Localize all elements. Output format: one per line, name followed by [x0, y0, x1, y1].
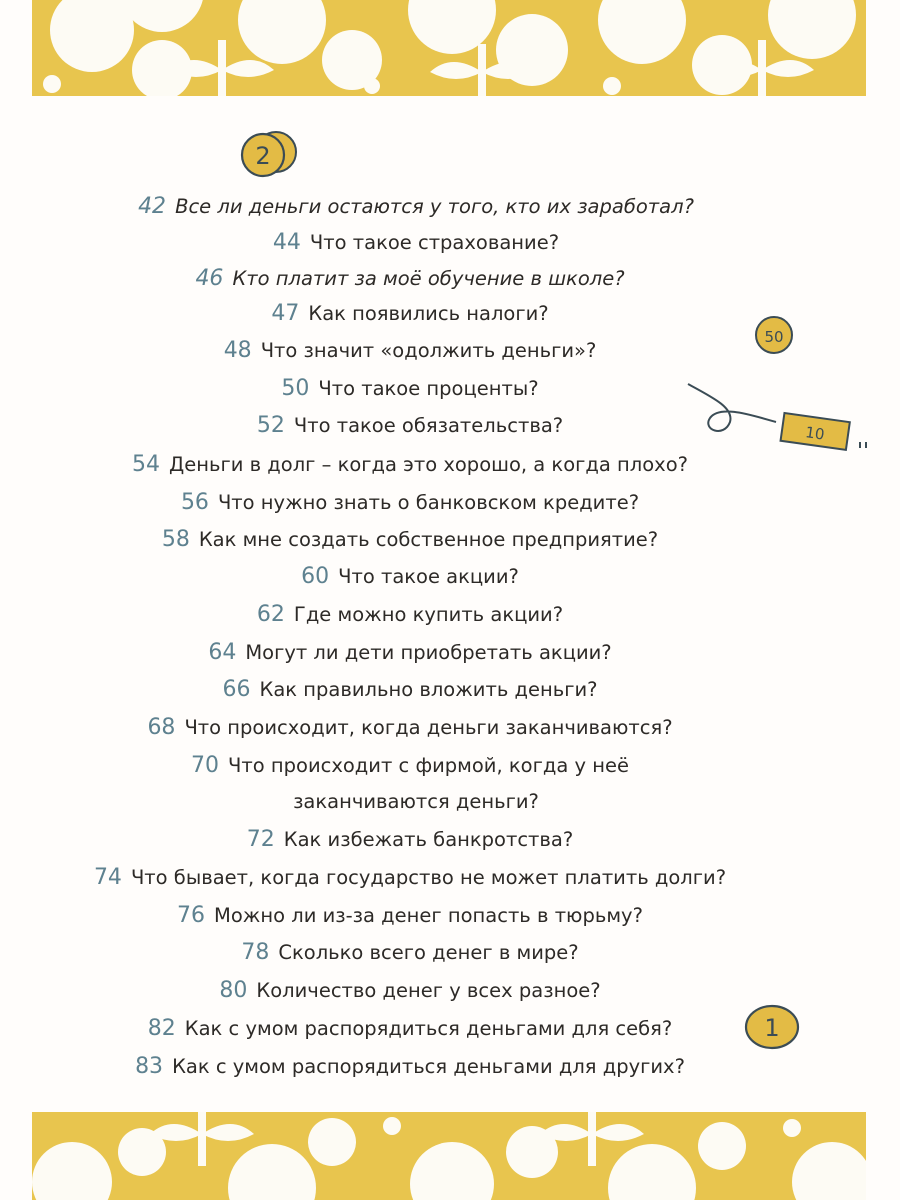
toc-entry-58[interactable] — [0, 527, 820, 552]
coin-top-label: 2 — [255, 142, 271, 170]
toc-title: Как правильно вложить деньги? — [259, 678, 598, 701]
toc-title: Все ли деньги остаются у того, кто их заработал? — [175, 195, 694, 218]
toc-title: Деньги в долг – когда это хорошо, а когда плохо? — [169, 453, 688, 476]
toc-entry-54[interactable] — [0, 452, 820, 477]
toc-entry-42[interactable] — [6, 194, 826, 219]
toc-title: Что такое акции? — [338, 565, 519, 588]
toc-entry-64[interactable] — [0, 640, 820, 665]
toc-entry-80[interactable] — [0, 978, 820, 1003]
toc-page-number: 42 — [138, 194, 167, 219]
toc-entry-74[interactable] — [0, 865, 820, 890]
coin-fifty-label: 50 — [764, 328, 784, 346]
toc-title: Что такое страхование? — [309, 231, 560, 254]
toc-title: Как с умом распорядиться деньгами для других? — [172, 1055, 685, 1078]
toc-title: Что происходит, когда деньги заканчиваются? — [184, 716, 673, 739]
toc-entry-78[interactable] — [0, 940, 820, 965]
toc-page-number: 52 — [256, 413, 285, 438]
toc-title: Сколько всего денег в мире? — [278, 941, 579, 964]
toc-page-number: 74 — [93, 865, 122, 890]
toc-title: Что нужно знать о банковском кредите? — [217, 491, 640, 514]
toc-page-number: 62 — [256, 602, 285, 627]
top-pattern-band — [32, 0, 866, 96]
toc-entry-70[interactable] — [0, 753, 820, 778]
toc-page-number: 76 — [177, 903, 206, 928]
toc-entry-60[interactable] — [0, 564, 820, 589]
toc-title: Что такое обязательства? — [293, 414, 564, 437]
toc-entry-47[interactable] — [0, 301, 820, 326]
toc-page-number: 54 — [132, 452, 161, 477]
toc-entry-44[interactable] — [6, 230, 826, 255]
toc-title: Что такое проценты? — [318, 377, 539, 400]
toc-entry-56[interactable] — [0, 490, 820, 515]
toc-page-number: 48 — [223, 338, 252, 363]
toc-title: Что происходит с фирмой, когда у неё — [228, 754, 629, 777]
toc-title: Как появились налоги? — [308, 302, 549, 325]
toc-title: Как мне создать собственное предприятие? — [198, 528, 659, 551]
toc-title: Как избежать банкротства? — [283, 828, 574, 851]
toc-entry-62[interactable] — [0, 602, 820, 627]
toc-page-number: 80 — [219, 978, 248, 1003]
bottom-pattern-band — [32, 1112, 866, 1200]
toc-title: Как с умом распорядиться деньгами для себя? — [184, 1017, 673, 1040]
toc-page-number: 68 — [147, 715, 176, 740]
toc-page-number: 44 — [272, 230, 301, 255]
toc-page-number: 50 — [281, 376, 310, 401]
toc-title: Что бывает, когда государство не может платить долги? — [130, 866, 727, 889]
toc-page-number: 56 — [180, 490, 209, 515]
flower-pattern-bottom — [32, 1112, 866, 1200]
toc-title: Количество денег у всех разное? — [256, 979, 601, 1002]
toc-entry-83[interactable] — [0, 1054, 820, 1079]
toc-page-number: 72 — [246, 827, 275, 852]
toc-entry-72[interactable] — [0, 827, 820, 852]
toc-entry-52[interactable] — [0, 413, 820, 438]
toc-page-number: 83 — [135, 1054, 164, 1079]
toc-page-number: 46 — [195, 266, 224, 291]
toc-title: Что значит «одолжить деньги»? — [260, 339, 597, 362]
toc-page-number: 78 — [241, 940, 270, 965]
toc-page-number: 64 — [208, 640, 237, 665]
toc-page-number: 82 — [147, 1016, 176, 1041]
toc-entry-66[interactable] — [0, 677, 820, 702]
coin-icon-top — [238, 128, 300, 180]
toc-page-number: 70 — [191, 753, 220, 778]
toc-title: Могут ли дети приобретать акции? — [245, 641, 612, 664]
toc-entry-48[interactable] — [0, 338, 820, 363]
toc-title: Где можно купить акции? — [293, 603, 564, 626]
toc-entry-82[interactable] — [0, 1016, 820, 1041]
toc-page-number: 58 — [161, 527, 190, 552]
flower-pattern-top — [32, 0, 866, 96]
banknote-label: 10 — [804, 423, 826, 444]
toc-page-number: 47 — [271, 301, 300, 326]
toc-entry-70-continuation: заканчиваются деньги? — [293, 790, 539, 813]
coin-bottom-label: 1 — [764, 1014, 780, 1042]
toc-entry-68[interactable] — [0, 715, 820, 740]
toc-entry-76[interactable] — [0, 903, 820, 928]
toc-title: Можно ли из-за денег попасть в тюрьму? — [214, 904, 643, 927]
toc-title: Кто платит за моё обучение в школе? — [232, 267, 625, 290]
toc-entry-46[interactable] — [0, 266, 820, 291]
toc-page-number: 60 — [301, 564, 330, 589]
toc-entry-50[interactable] — [0, 376, 820, 401]
toc-page-number: 66 — [222, 677, 251, 702]
